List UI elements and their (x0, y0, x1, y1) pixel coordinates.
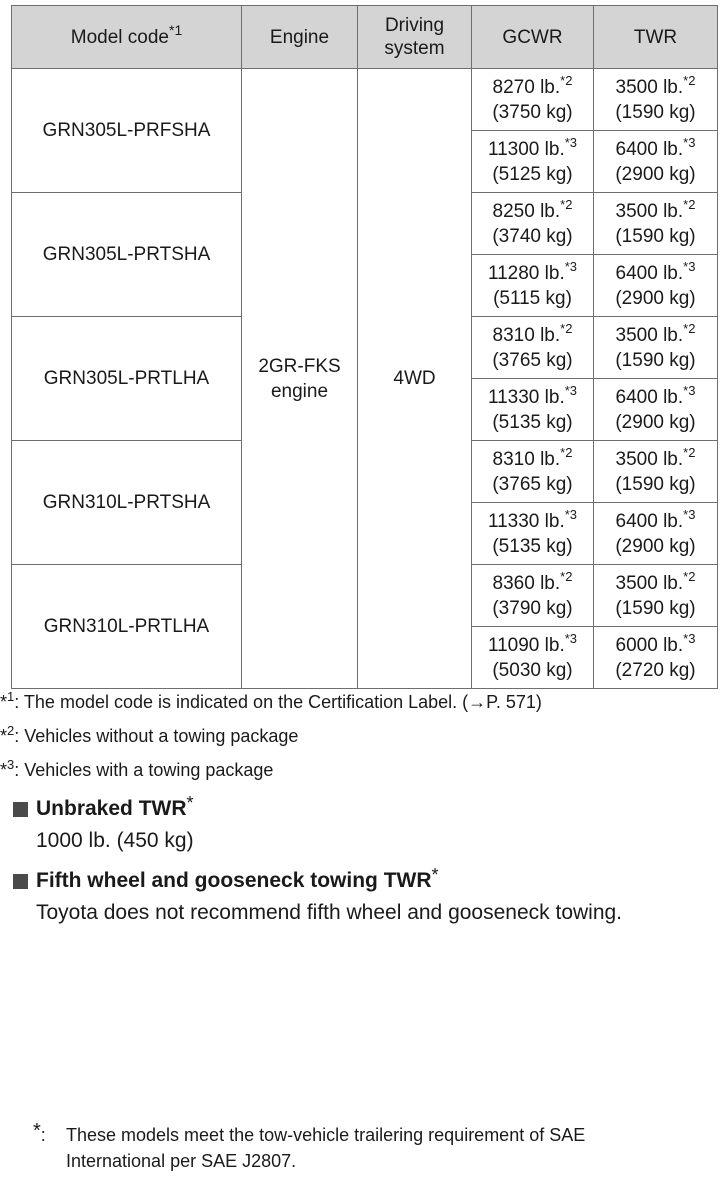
header-gcwr: GCWR (472, 6, 594, 69)
note-3: *$^3$: Vehicles with a towing package (0, 757, 274, 780)
gcwr-cell: 8270 lb.$^{*2}$ (3750 kg) (472, 69, 594, 131)
header-model-code: Model code$^{*1}$ (12, 6, 242, 69)
twr-cell: 3500 lb.$^{*2}$ (1590 kg) (594, 69, 718, 131)
header-engine: Engine (242, 6, 358, 69)
twr-cell: 3500 lb.$^{*2}$ (1590 kg) (594, 193, 718, 255)
model-code-cell: GRN305L-PRTLHA (12, 317, 242, 441)
gcwr-cell: 11280 lb.$^{*3}$ (5115 kg) (472, 255, 594, 317)
twr-cell: 3500 lb.$^{*2}$ (1590 kg) (594, 565, 718, 627)
gcwr-cell: 11090 lb.$^{*3}$ (5030 kg) (472, 627, 594, 689)
footnote-mark: *: (33, 1120, 46, 1145)
gcwr-cell: 8360 lb.$^{*2}$ (3790 kg) (472, 565, 594, 627)
twr-cell: 6400 lb.$^{*3}$ (2900 kg) (594, 255, 718, 317)
gcwr-cell: 8310 lb.$^{*2}$ (3765 kg) (472, 441, 594, 503)
twr-cell: 6400 lb.$^{*3}$ (2900 kg) (594, 131, 718, 193)
header-driving-system: Driving system (358, 6, 472, 69)
section-title: Fifth wheel and gooseneck towing TWR * (13, 866, 713, 896)
table-notes (0, 690, 720, 792)
page-footnote (33, 1122, 693, 1174)
footnote-text: These models meet the tow-vehicle trailering requirement of SAE International per SAE J2807. (66, 1125, 586, 1171)
model-code-cell: GRN310L-PRTSHA (12, 441, 242, 565)
note-1: *$^1$: The model code is indicated on the Certification Label. (→P. 571) (0, 689, 542, 712)
twr-cell: 3500 lb.$^{*2}$ (1590 kg) (594, 317, 718, 379)
twr-cell: 6400 lb.$^{*3}$ (2900 kg) (594, 379, 718, 441)
twr-cell: 6400 lb.$^{*3}$ (2900 kg) (594, 503, 718, 565)
twr-cell: 3500 lb.$^{*2}$ (1590 kg) (594, 441, 718, 503)
model-code-cell: GRN310L-PRTLHA (12, 565, 242, 689)
section-title: Unbraked TWR * (13, 794, 713, 824)
model-code-cell: GRN305L-PRTSHA (12, 193, 242, 317)
engine-cell: 2GR-FKS engine (242, 69, 358, 689)
header-twr: TWR (594, 6, 718, 69)
gcwr-cell: 8310 lb.$^{*2}$ (3765 kg) (472, 317, 594, 379)
table-row (12, 69, 718, 131)
driving-system-cell: 4WD (358, 69, 472, 689)
section-unbraked-twr (13, 794, 713, 858)
twr-cell: 6000 lb.$^{*3}$ (2720 kg) (594, 627, 718, 689)
table-header-row (12, 6, 718, 69)
gcwr-cell: 11330 lb.$^{*3}$ (5135 kg) (472, 379, 594, 441)
gcwr-cell: 11330 lb.$^{*3}$ (5135 kg) (472, 503, 594, 565)
gcwr-cell: 11300 lb.$^{*3}$ (5125 kg) (472, 131, 594, 193)
square-bullet-icon (13, 874, 28, 889)
section-body: Toyota does not recommend fifth wheel and gooseneck towing. (36, 901, 623, 924)
gcwr-cell: 8250 lb.$^{*2}$ (3740 kg) (472, 193, 594, 255)
model-code-cell: GRN305L-PRFSHA (12, 69, 242, 193)
towing-spec-table (11, 5, 718, 689)
section-body: 1000 lb. (450 kg) (36, 829, 194, 852)
section-fifth-wheel-twr (13, 866, 713, 930)
square-bullet-icon (13, 802, 28, 817)
note-2: *$^2$: Vehicles without a towing package (0, 723, 299, 746)
